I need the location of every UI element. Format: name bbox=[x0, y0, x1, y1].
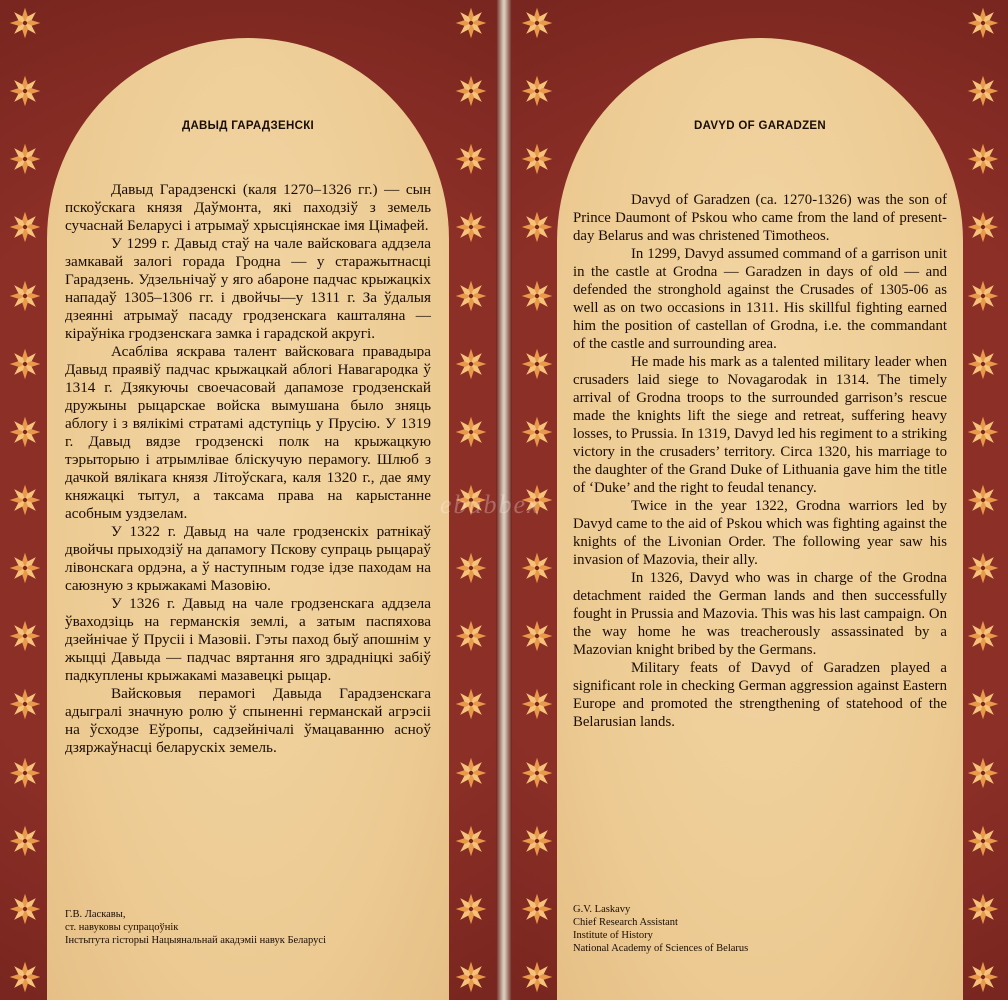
article-body-be bbox=[65, 181, 431, 757]
eight-point-star-icon bbox=[8, 892, 42, 926]
eight-point-star-icon bbox=[454, 347, 488, 381]
paragraph: У 1322 г. Давыд на чале гродзенскіх ратнікаў двойчы прыходзіў на дапамогу Пскову супраць рыцараў лівонскага ордэна, а ў наступным годзе ідзе паходам на саюзную з крыжакамі Мазовію. bbox=[65, 523, 431, 594]
eight-point-star-icon bbox=[520, 483, 554, 517]
eight-point-star-icon bbox=[8, 824, 42, 858]
left-border-stars bbox=[0, 0, 50, 1000]
eight-point-star-icon bbox=[520, 74, 554, 108]
eight-point-star-icon bbox=[966, 415, 1000, 449]
eight-point-star-icon bbox=[8, 619, 42, 653]
right-panel bbox=[512, 0, 1008, 1000]
left-panel bbox=[0, 0, 496, 1000]
eight-point-star-icon bbox=[520, 824, 554, 858]
eight-point-star-icon bbox=[966, 551, 1000, 585]
eight-point-star-icon bbox=[520, 6, 554, 40]
eight-point-star-icon bbox=[454, 483, 488, 517]
eight-point-star-icon bbox=[8, 6, 42, 40]
eight-point-star-icon bbox=[966, 347, 1000, 381]
eight-point-star-icon bbox=[966, 824, 1000, 858]
author-signature-be bbox=[65, 908, 326, 947]
eight-point-star-icon bbox=[8, 415, 42, 449]
eight-point-star-icon bbox=[966, 687, 1000, 721]
paragraph: Military feats of Davyd of Garadzen played a significant role in checking German aggression against Eastern Europe and promoted the strengthening of statehood of the Belarusian lands. bbox=[573, 660, 947, 730]
paragraph: Давыд Гарадзенскі (каля 1270–1326 гг.) — сын пскоўскага князя Даўмонта, які паходзіў з земель сучаснай Беларусі і атрымаў хрысціянскае імя Цімафей. bbox=[65, 181, 431, 234]
paragraph: In 1326, Davyd who was in charge of the Grodna detachment raided the German lands and then successfully fought in Prussia and Mazovia. This was his last campaign. On the way home he was treacherously assassinated by a Mazovian knight bribed by the Germans. bbox=[573, 570, 947, 658]
paragraph: Асабліва яскрава талент вайсковага правадыра Давыд праявіў падчас крыжацкай аблогі Навагародка ў 1314 г. Дзякуючы своечасовай дапамозе гродзенскай дружыны рыцарскае войска вымушана было зняць аблогу і з вялікімі стратамі адступіць у Прусію. У 1319 г. Давыд вядзе гродзенскі полк на крыжацкую тэрыторыю і атрымлівае бліскучую перамогу. Шлюб з дачкой вялікага князя Літоўскага, каля 1320 г., дае яму княжацкі тытул, а таксама права на карыстанне асобным уздзелам. bbox=[65, 343, 431, 522]
eight-point-star-icon bbox=[454, 619, 488, 653]
signature-line: Institute of History bbox=[573, 930, 653, 941]
signature-line: G.V. Laskavy bbox=[573, 904, 631, 915]
page-title-be: ДАВЫД ГАРАДЗЕНСКІ bbox=[181, 120, 315, 132]
eight-point-star-icon bbox=[520, 687, 554, 721]
eight-point-star-icon bbox=[454, 756, 488, 790]
eight-point-star-icon bbox=[520, 142, 554, 176]
eight-point-star-icon bbox=[8, 142, 42, 176]
paragraph: У 1326 г. Давыд на чале гродзенскага аддзела ўваходзіць на германскія землі, а затым паспяхова дзейнічае ў Прусіі і Мазовіі. Гэты паход быў апошнім у жыцці Давыда — падчас вяртання яго здрадніцкі забіў падкуплены крыжакамі мазавецкі рыцар. bbox=[65, 595, 431, 684]
eight-point-star-icon bbox=[454, 279, 488, 313]
signature-line: ст. навуковы супрацоўнік bbox=[65, 922, 179, 933]
eight-point-star-icon bbox=[966, 619, 1000, 653]
eight-point-star-icon bbox=[966, 756, 1000, 790]
paragraph: In 1299, Davyd assumed command of a garrison unit in the castle at Grodna — Garadzen in days of old — and defended the stronghold against the Crusades of 1305-06 as well as on two occasions in 1311. His skillful fighting earned him the position of castellan of Grodna, i.e. the commandant of the castle and surrounding area. bbox=[573, 246, 947, 352]
eight-point-star-icon bbox=[966, 892, 1000, 926]
eight-point-star-icon bbox=[520, 347, 554, 381]
paragraph: Davyd of Garadzen (ca. 1270-1326) was the son of Prince Daumont of Pskou who came from the land of present-day Belarus and was christened Timotheos. bbox=[573, 192, 947, 244]
eight-point-star-icon bbox=[454, 824, 488, 858]
eight-point-star-icon bbox=[454, 6, 488, 40]
left-arch bbox=[47, 38, 449, 1000]
right-border-stars-inner bbox=[512, 0, 562, 1000]
eight-point-star-icon bbox=[966, 74, 1000, 108]
eight-point-star-icon bbox=[454, 142, 488, 176]
eight-point-star-icon bbox=[8, 960, 42, 994]
eight-point-star-icon bbox=[8, 687, 42, 721]
eight-point-star-icon bbox=[454, 960, 488, 994]
eight-point-star-icon bbox=[520, 619, 554, 653]
watermark: ebubbex bbox=[440, 490, 541, 519]
eight-point-star-icon bbox=[454, 210, 488, 244]
author-signature-en bbox=[573, 903, 748, 955]
eight-point-star-icon bbox=[966, 6, 1000, 40]
eight-point-star-icon bbox=[454, 892, 488, 926]
eight-point-star-icon bbox=[454, 687, 488, 721]
eight-point-star-icon bbox=[520, 892, 554, 926]
eight-point-star-icon bbox=[454, 551, 488, 585]
eight-point-star-icon bbox=[454, 415, 488, 449]
page-gutter bbox=[496, 0, 512, 1000]
eight-point-star-icon bbox=[966, 483, 1000, 517]
eight-point-star-icon bbox=[520, 960, 554, 994]
eight-point-star-icon bbox=[520, 415, 554, 449]
right-border-stars bbox=[958, 0, 1008, 1000]
article-body-en bbox=[573, 191, 947, 731]
signature-line: Chief Research Assistant bbox=[573, 917, 678, 928]
paragraph: He made his mark as a talented military leader when crusaders laid siege to Novagarodak in 1314. The timely arrival of Grodna troops to the surrounded garrison’s rescue made the knights lift the siege and retreat, suffering heavy losses, to Prussia. In 1319, Davyd led his regiment to a striking victory in the crusaders’ territory. Circa 1320, his marriage to the daughter of the Grand Duke of Lithuania gave him the title of ‘Duke’ and the right to feudal tenancy. bbox=[573, 354, 947, 496]
eight-point-star-icon bbox=[520, 279, 554, 313]
paragraph: У 1299 г. Давыд стаў на чале вайсковага аддзела замкавай залогі горада Гродна — у старажытнасці Гарадзень. Удзельнічаў у яго абароне падчас крыжацкіх нападаў 1305–1306 гг. і двойчы—у 1311 г. За ўдалыя дзеянні атрымаў пасаду гродзенскага кашталяна — кіраўніка гродзенскага замка і гарадской акругі. bbox=[65, 235, 431, 342]
page-title-en: DAVYD OF GARADZEN bbox=[693, 120, 827, 132]
paragraph: Вайсковыя перамогі Давыда Гарадзенскага адыгралі значную ролю ў спыненні германскай агрэсіі на ўсходзе Еўропы, садзейнічалі ўмацаванню асноў дзяржаўнасці беларускіх земель. bbox=[65, 685, 431, 756]
eight-point-star-icon bbox=[8, 74, 42, 108]
eight-point-star-icon bbox=[966, 142, 1000, 176]
right-arch bbox=[557, 38, 963, 1000]
eight-point-star-icon bbox=[8, 551, 42, 585]
eight-point-star-icon bbox=[966, 279, 1000, 313]
eight-point-star-icon bbox=[8, 279, 42, 313]
eight-point-star-icon bbox=[8, 347, 42, 381]
eight-point-star-icon bbox=[520, 551, 554, 585]
eight-point-star-icon bbox=[966, 210, 1000, 244]
eight-point-star-icon bbox=[520, 210, 554, 244]
signature-line: National Academy of Sciences of Belarus bbox=[573, 943, 749, 954]
signature-line: Інстытута гісторыі Нацыянальнай акадэміі навук Беларусі bbox=[65, 935, 326, 946]
eight-point-star-icon bbox=[8, 210, 42, 244]
signature-line: Г.В. Ласкавы, bbox=[65, 909, 126, 920]
eight-point-star-icon bbox=[454, 74, 488, 108]
eight-point-star-icon bbox=[8, 756, 42, 790]
eight-point-star-icon bbox=[966, 960, 1000, 994]
eight-point-star-icon bbox=[520, 756, 554, 790]
eight-point-star-icon bbox=[8, 483, 42, 517]
left-border-stars-inner bbox=[446, 0, 496, 1000]
paragraph: Twice in the year 1322, Grodna warriors led by Davyd came to the aid of Pskou which was fighting against the knights of the Livonian Order. The following year saw his invasion of Mazovia, their ally. bbox=[573, 498, 947, 568]
